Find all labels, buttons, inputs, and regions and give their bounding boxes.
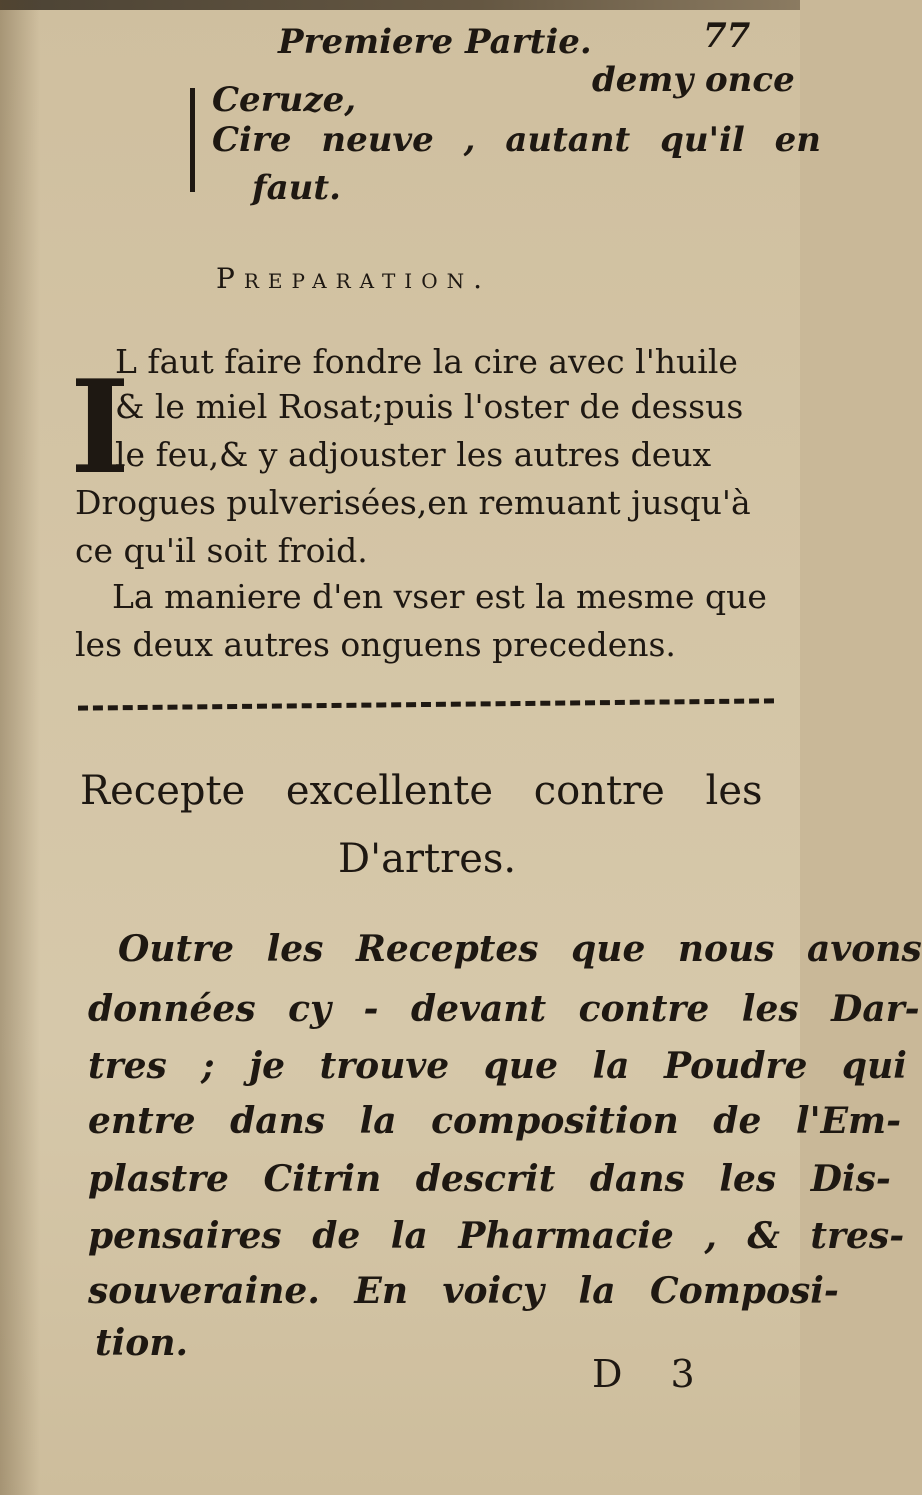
recipe-line: souveraine. En voicy la Composi- <box>88 1270 839 1312</box>
paragraph-line: ce qu'il soit froid. <box>75 531 368 570</box>
recipe-line: tres ; je trouve que la Poudre qui <box>88 1045 907 1087</box>
ingredient-name: Ceruze, <box>212 80 357 120</box>
drop-cap: I <box>70 353 130 503</box>
recipe-line: tion. <box>95 1322 189 1364</box>
paragraph-line: La maniere d'en vser est la mesme que <box>112 577 767 616</box>
recipe-line: pensaires de la Pharmacie , & tres- <box>88 1215 905 1257</box>
recipe-line: Outre les Receptes que nous avons <box>118 928 922 970</box>
recipe-line: données cy - devant contre les Dar- <box>88 988 920 1030</box>
page-top-edge <box>0 0 800 10</box>
recipe-line: plastre Citrin descrit dans les Dis- <box>88 1158 891 1200</box>
signature-mark: D 3 <box>592 1352 695 1396</box>
recipe-line: entre dans la composition de l'Em- <box>88 1100 902 1142</box>
recipe-title-continuation: D'artres. <box>338 836 517 882</box>
page-number: 77 <box>703 16 751 56</box>
paragraph-line: & le miel Rosat;puis l'oster de dessus <box>115 387 744 426</box>
gutter-shadow <box>0 0 40 1495</box>
paragraph-line: L faut faire fondre la cire avec l'huile <box>115 342 738 381</box>
running-header: Premiere Partie. <box>278 22 592 62</box>
ingredient-name: Cire neuve , autant qu'il en <box>212 120 821 160</box>
section-title: Preparation. <box>216 262 492 295</box>
ingredient-bracket <box>190 88 195 192</box>
ingredient-continuation: faut. <box>252 168 341 208</box>
recipe-title: Recepte excellente contre les <box>80 768 763 814</box>
ingredient-quantity: demy once <box>592 60 795 100</box>
paragraph-line: les deux autres onguens precedens. <box>75 625 676 664</box>
section-divider <box>78 698 774 710</box>
paragraph-line: le feu,& y adjouster les autres deux <box>115 435 712 474</box>
paragraph-line: Drogues pulverisées,en remuant jusqu'à <box>75 483 751 522</box>
